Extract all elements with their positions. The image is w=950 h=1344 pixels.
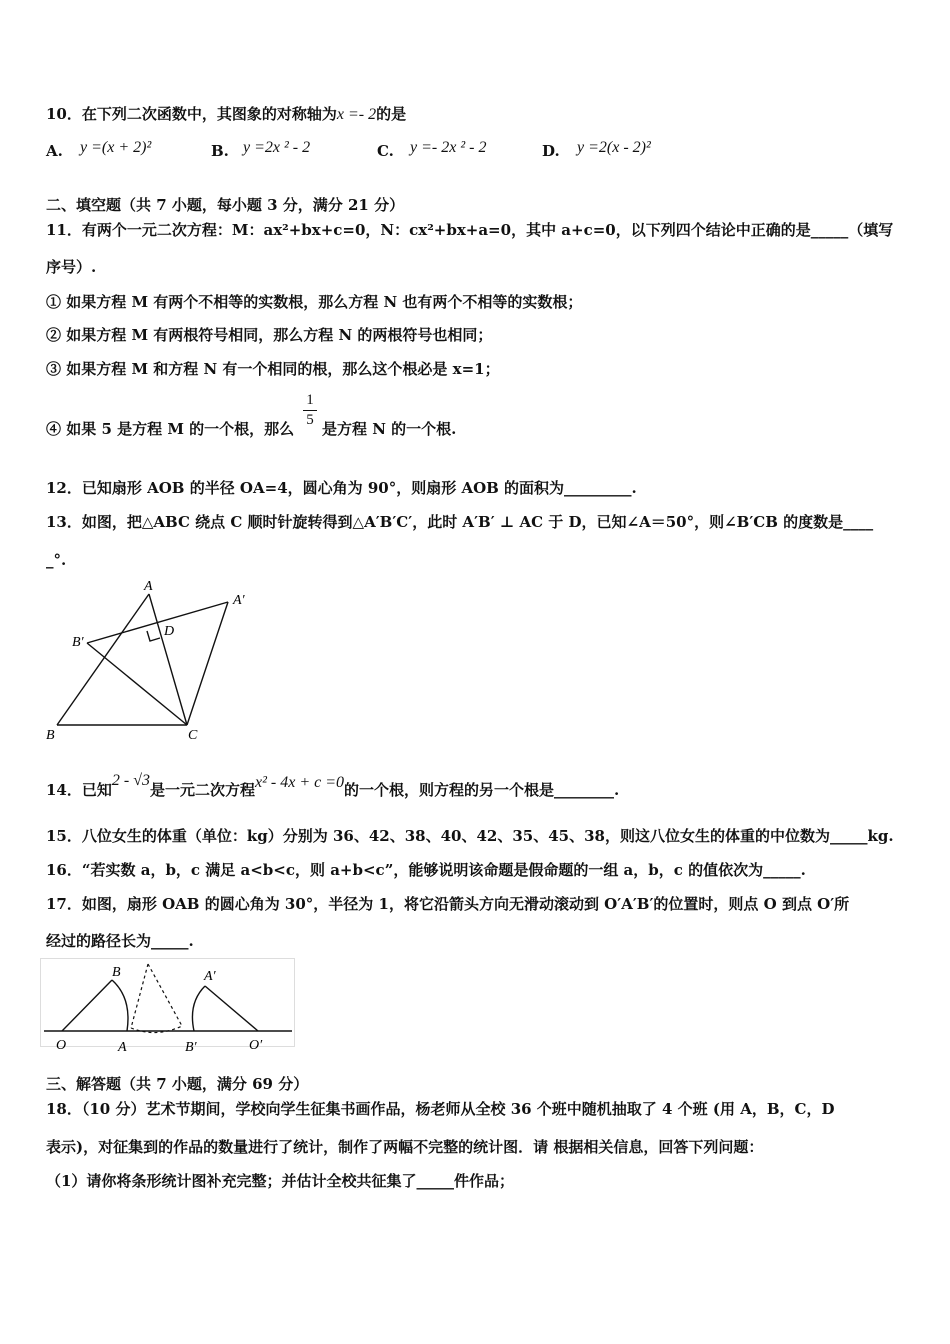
q17-line1: 17．如图，扇形 OAB 的圆心角为 30°，半径为 1，将它沿箭头方向无滑动滚动到 O′A′B′的位置时，则点 O 到点 O′所 [46, 895, 850, 913]
label-o: O [56, 1038, 67, 1053]
figure-frame [41, 959, 295, 1047]
q11-conclusion-2: ② 如果方程 M 有两根符号相同，那么方程 N 的两根符号也相同； [46, 326, 493, 344]
q13-line1: 13．如图，把△ABC 绕点 C 顺时针旋转得到△A′B′C′，此时 A′B′ ⊥ AC 于 D，已知∠A＝50°，则∠B′CB 的度数是____ [46, 513, 874, 531]
label-b-prime: B′ [185, 1040, 197, 1055]
segment-a2b2 [87, 602, 228, 643]
fraction-bar [303, 410, 317, 411]
q11-fraction [303, 392, 317, 429]
label-b: B [46, 728, 55, 743]
fraction-denominator: 5 [306, 412, 314, 428]
segment-a2c [187, 602, 228, 725]
q10-option-a-expr: y =(x + 2)² [80, 139, 152, 156]
q10-option-d-expr: y =2(x - 2)² [577, 139, 651, 156]
q11-conclusion-4b: 是方程 N 的一个根. [322, 420, 457, 438]
q11-conclusion-1: ① 如果方程 M 有两个不相等的实数根，那么方程 N 也有两个不相等的实数根； [46, 293, 583, 311]
q14-root: 2 - √3 [111, 772, 150, 789]
q17-line2: 经过的路径长为_____. [46, 932, 194, 950]
q18-line1: 18．（10 分）艺术节期间，学校向学生征集书画作品，杨老师从全校 36 个班中随机抽取了 4 个班 (用 A，B，C，D [46, 1100, 835, 1118]
q10-option-b-expr: y =2x ² - 2 [243, 139, 311, 156]
q10-formula: x =- 2 [336, 106, 377, 123]
right-angle-mark [147, 631, 160, 641]
section-2-heading: 二、填空题（共 7 小题，每小题 3 分，满分 21 分） [46, 196, 405, 214]
q11-line1: 11．有两个一元二次方程：M：ax²+bx+c=0，N：cx²+bx+a=0，其中 a+c=0，以下列四个结论中正确的是_____（填写 [46, 221, 894, 239]
q17-sector-figure [40, 958, 295, 1058]
q18-line3: （1）请你将条形统计图补充完整；并估计全校共征集了_____件作品； [46, 1172, 514, 1190]
q16-text: 16．“若实数 a，b，c 满足 a<b<c，则 a+b<c”，能够说明该命题是假命题的一组 a，b，c 的值依次为_____. [46, 861, 806, 879]
q10-option-d-label: D. [542, 142, 560, 160]
sector2-radius [205, 986, 258, 1031]
q14-text: 14．已知2 - √3是一元二次方程x² - 4x + c =0的一个根，则方程的另一个根是________. [46, 772, 620, 799]
rolling-sector-edge-2 [148, 964, 182, 1026]
label-a-prime: A′ [233, 593, 245, 608]
q18-line2: 表示)，对征集到的作品的数量进行了统计，制作了两幅不完整的统计图．请 根据相关信息，回答下列问题： [46, 1138, 764, 1156]
label-a: A [118, 1040, 127, 1055]
q10-option-c-expr: y =- 2x ² - 2 [410, 139, 487, 156]
q15-text: 15．八位女生的体重（单位：kg）分别为 36、42、38、40、42、35、45、38，则这八位女生的体重的中位数为_____kg. [46, 827, 894, 845]
label-b-prime: B′ [72, 635, 84, 650]
segment-b2c [87, 643, 187, 725]
section-3-heading: 三、解答题（共 7 小题，满分 69 分） [46, 1075, 309, 1093]
q10-option-b-label: B. [211, 142, 229, 160]
label-o-prime: O′ [249, 1038, 263, 1053]
label-b: B [112, 965, 121, 980]
label-a-prime: A′ [204, 969, 216, 984]
segment-ab [57, 594, 149, 725]
label-c: C [188, 728, 198, 743]
label-d: D [164, 624, 175, 639]
q11-line2: 序号）. [46, 258, 97, 276]
sector1-radius [62, 980, 112, 1031]
q10-option-c-label: C. [377, 142, 394, 160]
q10-stem: 10．在下列二次函数中，其图象的对称轴为x =- 2的是 [46, 105, 407, 123]
segment-ac [149, 594, 187, 725]
q12-text: 12．已知扇形 AOB 的半径 OA=4，圆心角为 90°，则扇形 AOB 的面积为_________. [46, 479, 637, 497]
rolling-sector-edge [131, 964, 148, 1028]
q10-option-a-label: A. [46, 142, 63, 160]
sector2-arc [192, 986, 205, 1031]
q13-triangle-figure [40, 575, 270, 745]
sector1-arc [112, 980, 128, 1031]
q14-equation: x² - 4x + c =0 [255, 774, 345, 791]
label-a: A [144, 579, 153, 594]
q11-conclusion-4a: ④ 如果 5 是方程 M 的一个根，那么 [46, 420, 295, 438]
q11-conclusion-3: ③ 如果方程 M 和方程 N 有一个相同的根，那么这个根必是 x=1； [46, 360, 500, 378]
q13-line2: _°. [46, 551, 67, 569]
fraction-numerator: 1 [306, 392, 314, 408]
